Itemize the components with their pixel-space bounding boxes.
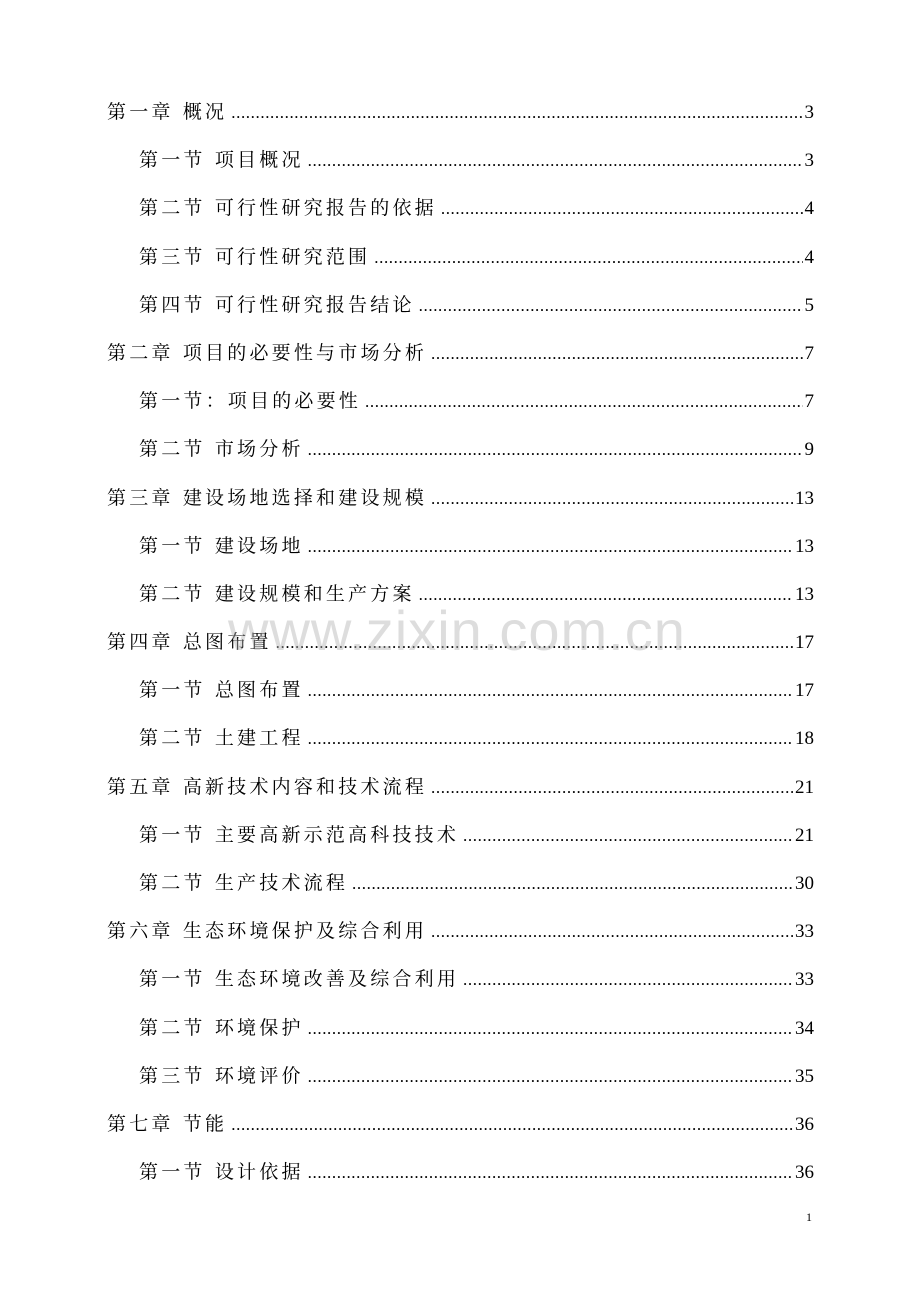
toc-chapter-entry[interactable]: [0, 1101, 920, 1149]
toc-entry-title: 第二节 可行性研究报告的依据: [139, 197, 437, 220]
table-of-contents: [0, 89, 920, 1197]
toc-entry-page-number: 17: [795, 680, 814, 702]
toc-entry-page-number: 33: [795, 969, 814, 991]
toc-entry-row: [139, 1015, 814, 1041]
toc-entry-row: [139, 822, 814, 848]
toc-entry-title: 第三章 建设场地选择和建设规模: [107, 486, 428, 509]
toc-entry-page-number: 30: [795, 873, 814, 894]
toc-entry-title: 第二节 生产技术流程: [139, 872, 349, 894]
toc-entry-row: [139, 195, 814, 221]
toc-entry-title: 第三节 环境评价: [139, 1064, 304, 1087]
toc-entry-row: [139, 1159, 814, 1185]
toc-entry-page-number: 36: [795, 1113, 814, 1135]
toc-entry-title: 第一节 主要高新示范高科技技术: [139, 823, 460, 846]
toc-section-entry[interactable]: [0, 1005, 920, 1053]
toc-dot-leader: [419, 293, 803, 319]
toc-entry-page-number: 13: [795, 487, 814, 509]
toc-entry-page-number: 13: [795, 535, 814, 557]
toc-entry-page-number: 7: [804, 342, 814, 364]
toc-entry-row: [139, 388, 814, 414]
toc-dot-leader: [463, 967, 793, 993]
toc-section-entry[interactable]: [0, 715, 920, 763]
toc-entry-row: [107, 99, 814, 125]
toc-dot-leader: [441, 196, 803, 222]
toc-entry-title: 第二节 环境保护: [139, 1016, 304, 1039]
toc-section-entry[interactable]: [0, 571, 920, 619]
toc-entry-title: 第二章 项目的必要性与市场分析: [107, 341, 428, 364]
toc-entry-row: [107, 1111, 814, 1137]
toc-dot-leader: [431, 486, 793, 512]
watermark: www.zixin.com.cn: [228, 599, 686, 662]
toc-dot-leader: [308, 726, 793, 752]
toc-section-entry[interactable]: [0, 378, 920, 426]
toc-entry-page-number: 18: [795, 728, 814, 750]
toc-section-entry[interactable]: [0, 1149, 920, 1197]
toc-section-entry[interactable]: [0, 1053, 920, 1101]
toc-entry-page-number: 13: [795, 583, 814, 605]
toc-section-entry[interactable]: [0, 185, 920, 233]
toc-dot-leader: [276, 630, 793, 656]
toc-chapter-entry[interactable]: [0, 330, 920, 378]
toc-dot-leader: [431, 775, 793, 801]
toc-section-entry[interactable]: [0, 234, 920, 282]
toc-entry-title: 第六章 生态环境保护及综合利用: [107, 920, 428, 943]
toc-entry-row: [107, 629, 814, 655]
toc-dot-leader: [308, 678, 793, 704]
toc-entry-title: 第二节 市场分析: [139, 438, 304, 461]
toc-entry-page-number: 21: [795, 776, 814, 798]
toc-dot-leader: [231, 100, 802, 126]
toc-entry-title: 第一节 总图布置: [139, 679, 304, 702]
toc-entry-row: [107, 918, 814, 944]
toc-entry-page-number: 7: [804, 391, 814, 413]
toc-dot-leader: [308, 437, 803, 463]
toc-section-entry[interactable]: [0, 523, 920, 571]
toc-entry-row: [139, 870, 814, 896]
toc-entry-row: [139, 725, 814, 751]
toc-dot-leader: [463, 823, 793, 849]
toc-chapter-entry[interactable]: [0, 475, 920, 523]
toc-dot-leader: [431, 919, 793, 945]
toc-entry-row: [139, 533, 814, 559]
toc-entry-title: 第一章 概况: [107, 101, 228, 123]
toc-entry-page-number: 5: [804, 294, 814, 316]
toc-entry-row: [139, 292, 814, 318]
toc-entry-row: [139, 244, 814, 270]
toc-entry-page-number: 33: [795, 921, 814, 943]
toc-entry-row: [107, 485, 814, 511]
toc-entry-row: [107, 340, 814, 366]
toc-section-entry[interactable]: [0, 956, 920, 1004]
toc-section-entry[interactable]: [0, 137, 920, 185]
toc-entry-title: 第一节：项目的必要性: [139, 390, 362, 413]
toc-entry-title: 第四章 总图布置: [107, 631, 272, 654]
toc-entry-title: 第三节 可行性研究范围: [139, 245, 371, 268]
toc-entry-row: [139, 677, 814, 703]
toc-entry-page-number: 34: [795, 1017, 814, 1039]
toc-dot-leader: [308, 534, 793, 560]
toc-entry-row: [107, 774, 814, 800]
toc-chapter-entry[interactable]: [0, 89, 920, 137]
toc-entry-row: [139, 581, 814, 607]
toc-entry-title: 第一节 生态环境改善及综合利用: [139, 968, 460, 991]
toc-entry-page-number: 4: [804, 198, 814, 220]
toc-entry-title: 第五章 高新技术内容和技术流程: [107, 775, 428, 798]
toc-entry-title: 第二节 土建工程: [139, 727, 304, 750]
toc-entry-page-number: 3: [804, 102, 814, 123]
toc-entry-title: 第二节 建设规模和生产方案: [139, 582, 415, 605]
toc-dot-leader: [231, 1112, 793, 1138]
toc-section-entry[interactable]: [0, 282, 920, 330]
toc-entry-page-number: 4: [804, 246, 814, 268]
toc-entry-title: 第一节 建设场地: [139, 534, 304, 557]
toc-entry-row: [139, 1063, 814, 1089]
toc-dot-leader: [365, 389, 802, 415]
toc-dot-leader: [308, 1064, 793, 1090]
toc-entry-title: 第一节 项目概况: [139, 149, 304, 172]
toc-dot-leader: [419, 582, 793, 608]
toc-section-entry[interactable]: [0, 812, 920, 860]
toc-dot-leader: [308, 148, 803, 174]
toc-entry-title: 第一节 设计依据: [139, 1161, 304, 1184]
toc-entry-row: [139, 436, 814, 462]
page-number: 1: [806, 1210, 812, 1224]
toc-dot-leader: [374, 245, 802, 271]
toc-dot-leader: [431, 341, 802, 367]
toc-chapter-entry[interactable]: [0, 764, 920, 812]
toc-entry-page-number: 35: [795, 1065, 814, 1087]
toc-dot-leader: [308, 1016, 793, 1042]
toc-chapter-entry[interactable]: [0, 619, 920, 667]
toc-entry-page-number: 17: [795, 632, 814, 654]
toc-entry-row: [139, 147, 814, 173]
toc-section-entry[interactable]: [0, 667, 920, 715]
toc-dot-leader: [308, 1160, 793, 1186]
toc-entry-row: [139, 966, 814, 992]
toc-dot-leader: [352, 871, 793, 897]
toc-entry-page-number: 9: [804, 439, 814, 461]
toc-entry-title: 第七章 节能: [107, 1112, 228, 1135]
toc-entry-page-number: 3: [804, 150, 814, 172]
toc-chapter-entry[interactable]: [0, 908, 920, 956]
toc-section-entry[interactable]: [0, 426, 920, 474]
toc-entry-page-number: 21: [795, 824, 814, 846]
toc-entry-page-number: 36: [795, 1162, 814, 1184]
toc-entry-title: 第四节 可行性研究报告结论: [139, 293, 415, 316]
toc-section-entry[interactable]: [0, 860, 920, 908]
